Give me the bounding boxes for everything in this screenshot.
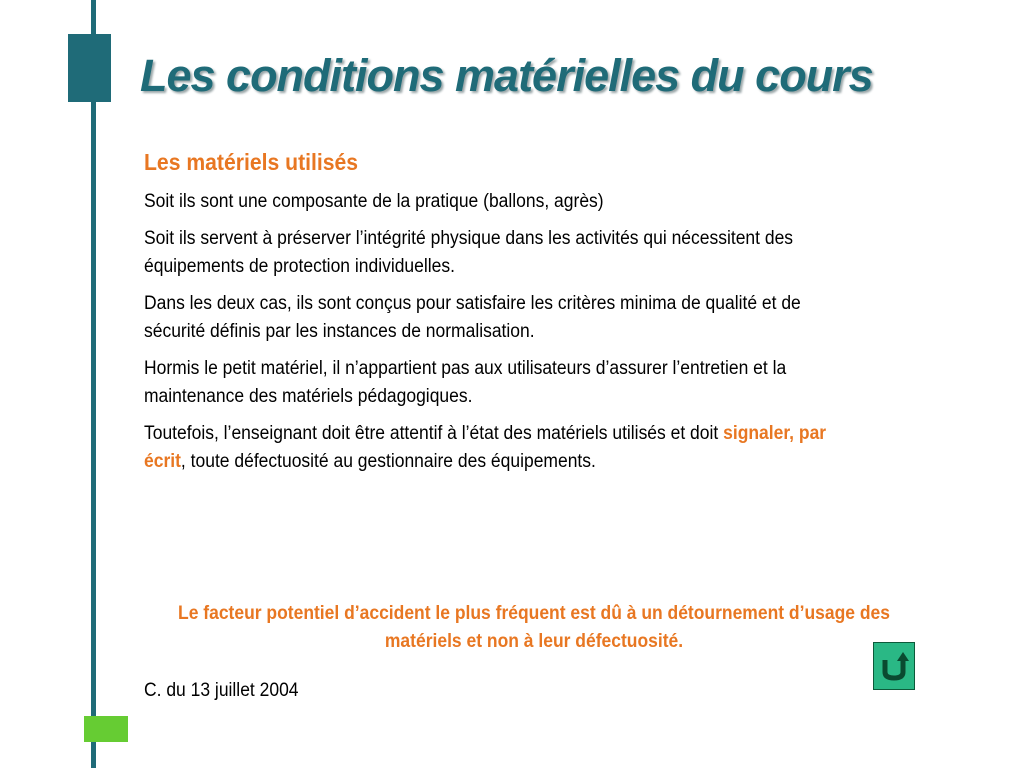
reference-text: C. du 13 juillet 2004 xyxy=(144,680,299,701)
return-arrow-icon xyxy=(879,650,909,682)
slide-title: Les conditions matérielles du cours xyxy=(140,50,873,101)
section-heading: Les matériels utilisés xyxy=(144,149,359,175)
paragraph-3: Dans les deux cas, ils sont conçus pour satisfaire les critères minima de qualité et de sécurité définis par les instances de normalisation. xyxy=(144,293,801,342)
decorative-vertical-line xyxy=(91,0,96,768)
paragraph-4: Hormis le petit matériel, il n’appartient pas aux utilisateurs d’assurer l’entretien et la maintenance des matériels pédagogiques. xyxy=(144,358,787,407)
paragraph-5-highlight: signaler, par écrit xyxy=(144,423,827,472)
paragraph-2: Soit ils servent à préserver l’intégrité physique dans les activités qui nécessitent des équipements de protection individuelles. xyxy=(144,228,794,277)
return-button[interactable] xyxy=(873,642,915,690)
paragraph-1: Soit ils sont une composante de la pratique (ballons, agrès) xyxy=(144,191,604,212)
decorative-top-block xyxy=(68,34,111,102)
decorative-bottom-block xyxy=(84,716,128,742)
paragraph-5 xyxy=(144,420,862,476)
paragraph-5-text-before: Toutefois, l’enseignant doit être attentif à l’état des matériels utilisés et doit xyxy=(144,423,724,444)
slide-content xyxy=(144,146,862,485)
conclusion-text: Le facteur potentiel d’accident le plus fréquent est dû à un détournement d’usage des matériels et non à leur défectuosité. xyxy=(178,603,890,652)
paragraph-5-text-after: , toute défectuosité au gestionnaire des équipements. xyxy=(180,451,596,472)
